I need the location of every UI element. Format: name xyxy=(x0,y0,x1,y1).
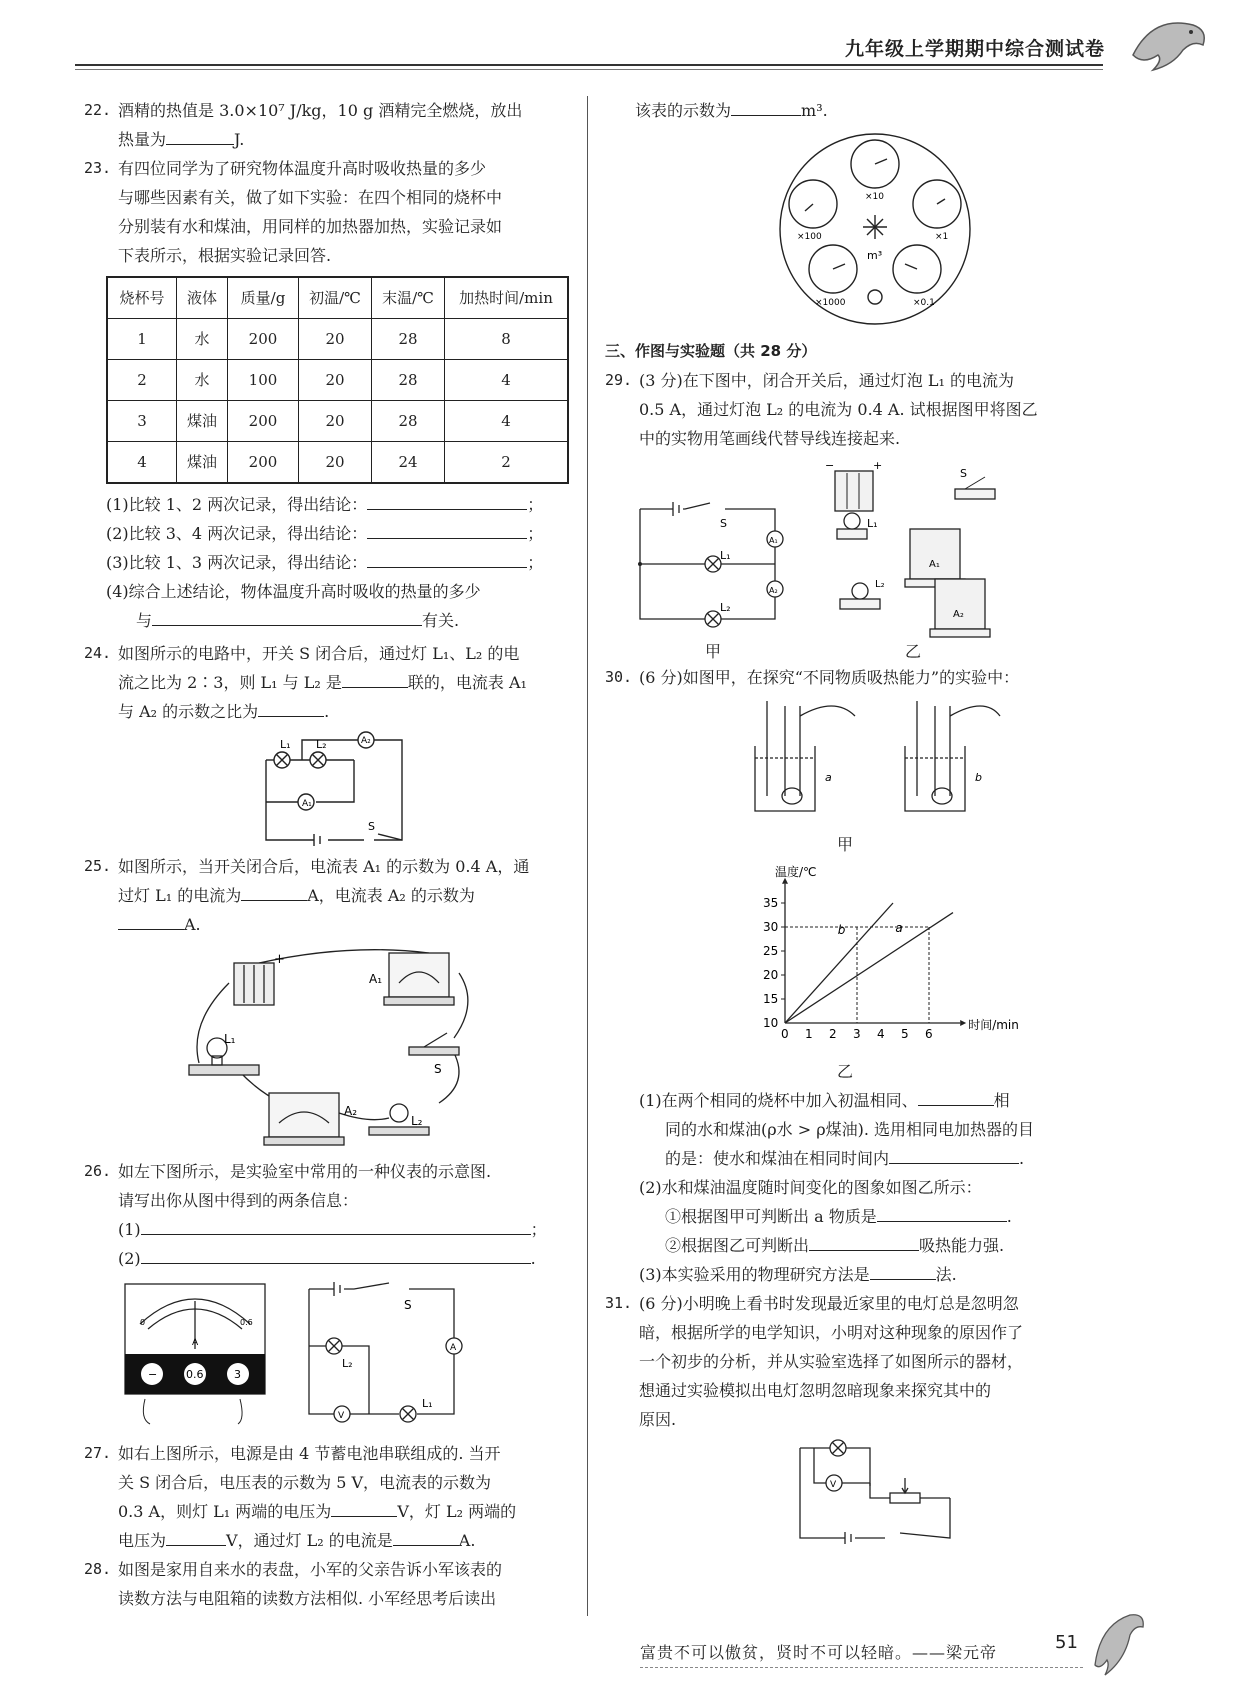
sub-question xyxy=(84,548,574,577)
table-cell: 20 xyxy=(299,442,372,484)
question-text: V，通过灯 L₂ 的电流是 xyxy=(226,1531,393,1550)
table-cell: 1 xyxy=(107,319,177,360)
sub-question xyxy=(605,1202,1145,1231)
unit-text: J. xyxy=(234,130,245,149)
question-text: (3)本实验采用的物理研究方法是 xyxy=(639,1265,870,1284)
question-24 xyxy=(84,639,574,726)
x-axis-arrow xyxy=(960,1020,966,1026)
y-tick-label: 20 xyxy=(763,968,779,982)
question-28 xyxy=(84,1555,574,1613)
table-row xyxy=(107,319,568,360)
header-rule-thin xyxy=(75,69,1103,70)
question-number: 26. xyxy=(84,1162,112,1180)
sub-question: (2)水和煤油温度随时间变化的图象如图乙所示： xyxy=(639,1178,982,1197)
question-22 xyxy=(84,96,574,154)
punctuation: ； xyxy=(527,553,544,572)
answer-blank[interactable] xyxy=(141,1216,531,1235)
sub-question xyxy=(84,519,574,548)
svg-text:3: 3 xyxy=(234,1368,241,1381)
section-heading: 三、作图与实验题（共 28 分） xyxy=(605,342,817,360)
svg-text:+: + xyxy=(274,952,285,967)
answer-blank[interactable] xyxy=(367,520,527,539)
question-number: 28. xyxy=(84,1560,112,1578)
question-text: 有关. xyxy=(422,611,460,630)
dial-label: ×10 xyxy=(865,192,884,202)
question-text: 原因. xyxy=(639,1410,677,1429)
question-number: 23. xyxy=(84,159,112,177)
answer-blank[interactable] xyxy=(367,491,527,510)
svg-text:A₂: A₂ xyxy=(361,736,371,746)
svg-text:S: S xyxy=(404,1298,412,1312)
question-30 xyxy=(605,663,1145,692)
svg-text:L₂: L₂ xyxy=(411,1114,423,1128)
ammeter-dial-figure xyxy=(120,1279,270,1429)
sub-question xyxy=(84,577,574,606)
question-number: 22. xyxy=(84,101,112,119)
question-text: 电压为 xyxy=(118,1531,167,1550)
sub-question xyxy=(84,490,574,519)
heating-apparatus-figure xyxy=(745,696,1005,826)
question-text: (1)在两个相同的烧杯中加入初温相同、 xyxy=(639,1091,918,1110)
x-tick-label: 3 xyxy=(853,1027,861,1041)
circuit-diagram-jia xyxy=(635,499,795,629)
x-tick-label: 4 xyxy=(877,1027,885,1041)
table-cell: 8 xyxy=(445,319,569,360)
svg-text:L₂: L₂ xyxy=(720,601,731,614)
svg-text:0.6: 0.6 xyxy=(186,1368,204,1381)
water-meter-figure xyxy=(775,129,975,329)
page-number: 51 xyxy=(1055,1632,1078,1653)
question-text: 吸热能力强. xyxy=(919,1236,1005,1255)
question-number: 31. xyxy=(605,1294,633,1312)
svg-text:A₁: A₁ xyxy=(369,972,383,986)
question-text: 想通过实验模拟出电灯忽明忽暗现象来探究其中的 xyxy=(639,1381,992,1400)
answer-blank[interactable] xyxy=(141,1245,531,1264)
svg-text:−: − xyxy=(148,1368,158,1381)
svg-text:S: S xyxy=(434,1062,442,1076)
table-row xyxy=(107,360,568,401)
table-cell: 24 xyxy=(372,442,445,484)
svg-text:A₂: A₂ xyxy=(953,609,964,620)
table-cell: 20 xyxy=(299,319,372,360)
question-text: 如图所示，当开关闭合后，电流表 A₁ 的示数为 0.4 A，通 xyxy=(118,857,530,876)
svg-text:A₁: A₁ xyxy=(302,799,312,809)
answer-blank[interactable] xyxy=(877,1203,1007,1222)
sub-question xyxy=(84,606,574,635)
question-text: 0.3 A，则灯 L₁ 两端的电压为 xyxy=(118,1502,332,1521)
q29-figures xyxy=(605,459,1145,659)
svg-text:L₁: L₁ xyxy=(280,738,291,751)
punctuation: . xyxy=(324,702,330,721)
question-text: 下表所示，根据实验记录回答. xyxy=(118,246,332,265)
figure-label: 甲 xyxy=(836,835,853,854)
question-31 xyxy=(605,1289,1145,1434)
answer-blank[interactable] xyxy=(258,698,324,717)
question-text: 有四位同学为了研究物体温度升高时吸收热量的多少 xyxy=(118,159,487,178)
svg-text:b: b xyxy=(975,771,982,784)
question-28-continued xyxy=(605,96,1145,125)
question-text: (6 分)如图甲，在探究“不同物质吸热能力”的实验中： xyxy=(639,668,1020,687)
dolphin-footer-icon xyxy=(1085,1605,1155,1680)
question-text: (4)综合上述结论，物体温度升高时吸收的热量的多少 xyxy=(106,582,481,601)
answer-blank[interactable] xyxy=(152,607,422,626)
svg-text:L₂: L₂ xyxy=(316,738,327,751)
table-cell: 3 xyxy=(107,401,177,442)
figure-label: 乙 xyxy=(905,642,922,661)
svg-text:V: V xyxy=(830,1480,837,1490)
svg-text:0: 0 xyxy=(140,1318,146,1327)
physical-components-yi xyxy=(825,459,1025,639)
sub-question: 同的水和煤油(ρ水 > ρ煤油). 选用相同电加热器的目 xyxy=(665,1120,1035,1139)
table-header: 液体 xyxy=(177,277,228,319)
table-cell: 100 xyxy=(228,360,299,401)
table-header-row xyxy=(107,277,568,319)
answer-blank[interactable] xyxy=(118,911,184,930)
svg-text:V: V xyxy=(338,1411,345,1421)
x-tick-label: 2 xyxy=(829,1027,837,1041)
question-text: 酒精的热值是 3.0×10⁷ J/kg，10 g 酒精完全燃烧，放出 xyxy=(118,101,523,120)
question-text: A，电流表 A₂ 的示数为 xyxy=(307,886,475,905)
svg-text:A₁: A₁ xyxy=(769,536,778,545)
table-cell: 2 xyxy=(445,442,569,484)
unit-text: A. xyxy=(184,915,201,934)
sub-question xyxy=(605,1086,1145,1115)
question-text: 过灯 L₁ 的电流为 xyxy=(118,886,242,905)
header-rule xyxy=(75,64,1103,66)
table-header: 初温/℃ xyxy=(299,277,372,319)
svg-text:+: + xyxy=(873,459,883,472)
table-cell: 28 xyxy=(372,360,445,401)
question-29 xyxy=(605,366,1145,453)
dial-label: ×100 xyxy=(797,232,822,242)
question-text: (1)比较 1、2 两次记录，得出结论： xyxy=(106,495,368,514)
svg-text:A₂: A₂ xyxy=(769,586,778,595)
answer-blank[interactable] xyxy=(166,1527,226,1546)
sub-question xyxy=(605,1144,1145,1173)
sub-question xyxy=(605,1231,1145,1260)
question-number: 25. xyxy=(84,857,112,875)
experiment-table xyxy=(106,276,569,484)
question-text: 该表的示数为 xyxy=(635,101,732,120)
dial-label: ×1000 xyxy=(815,298,846,308)
question-text: 如图所示的电路中，开关 S 闭合后，通过灯 L₁、L₂ 的电 xyxy=(118,644,520,663)
question-text: 中的实物用笔画线代替导线连接起来. xyxy=(639,429,901,448)
question-27 xyxy=(84,1439,574,1555)
answer-blank[interactable] xyxy=(809,1232,919,1251)
svg-text:−: − xyxy=(825,459,835,472)
question-text: (3)比较 1、3 两次记录，得出结论： xyxy=(106,553,368,572)
right-column xyxy=(605,96,1145,1552)
svg-text:L₂: L₂ xyxy=(342,1357,353,1370)
table-cell: 20 xyxy=(299,360,372,401)
table-cell: 200 xyxy=(228,319,299,360)
answer-blank[interactable] xyxy=(918,1087,994,1106)
temperature-time-chart xyxy=(745,863,1019,1053)
question-text: 0.5 A，通过灯泡 L₂ 的电流为 0.4 A. 试根据图甲将图乙 xyxy=(639,400,1038,419)
question-text: (1) xyxy=(118,1220,141,1239)
punctuation: ； xyxy=(527,495,544,514)
punctuation: . xyxy=(1006,1207,1012,1226)
punctuation: . xyxy=(1019,1149,1025,1168)
question-text: 一个初步的分析，并从实验室选择了如图所示的器材， xyxy=(639,1352,1024,1371)
x-axis-label: 时间/min xyxy=(968,1018,1019,1032)
table-header: 加热时间/min xyxy=(445,277,569,319)
question-26 xyxy=(84,1157,574,1273)
table-row xyxy=(107,401,568,442)
question-25 xyxy=(84,852,574,939)
svg-text:L₁: L₁ xyxy=(720,549,731,562)
svg-text:a: a xyxy=(825,771,832,784)
question-number: 24. xyxy=(84,644,112,662)
page-header xyxy=(0,0,1253,80)
table-cell: 4 xyxy=(445,401,569,442)
question-text: 热量为 xyxy=(118,130,167,149)
dial-label: ×0.1 xyxy=(913,298,935,308)
question-text: 分别装有水和煤油，用同样的加热器加热，实验记录如 xyxy=(118,217,503,236)
table-cell: 水 xyxy=(177,360,228,401)
question-number: 29. xyxy=(605,371,633,389)
x-tick-label: 1 xyxy=(805,1027,813,1041)
dial-label: ×1 xyxy=(935,232,949,242)
sub-question xyxy=(605,1260,1145,1289)
circuit-diagram-q24 xyxy=(244,730,414,848)
svg-text:L₁: L₁ xyxy=(867,517,878,530)
question-23 xyxy=(84,154,574,270)
answer-blank[interactable] xyxy=(166,126,234,145)
table-cell: 煤油 xyxy=(177,442,228,484)
question-text: 读数方法与电阻箱的读数方法相似. 小军经思考后读出 xyxy=(118,1589,497,1608)
svg-text:L₁: L₁ xyxy=(224,1032,236,1046)
answer-blank[interactable] xyxy=(731,97,801,116)
y-tick-label: 10 xyxy=(763,1016,779,1030)
question-text: 相 xyxy=(993,1091,1010,1110)
table-cell: 水 xyxy=(177,319,228,360)
question-text: 如左下图所示，是实验室中常用的一种仪表的示意图. xyxy=(118,1162,492,1181)
footer-rule xyxy=(640,1667,1083,1668)
punctuation: ； xyxy=(527,524,544,543)
x-tick-label: 5 xyxy=(901,1027,909,1041)
series-label: a xyxy=(895,920,903,935)
unit-text: A. xyxy=(458,1531,476,1550)
question-text: 法. xyxy=(935,1265,957,1284)
answer-blank[interactable] xyxy=(241,882,307,901)
question-text: (2) xyxy=(118,1249,141,1268)
svg-text:S: S xyxy=(960,467,967,480)
footer-quote: 富贵不可以傲贫，贤时不可以轻暗。——梁元帝 xyxy=(640,1643,998,1662)
question-text: 的是：使水和煤油在相同时间内 xyxy=(665,1149,890,1168)
unit-text: m³. xyxy=(801,101,828,120)
question-text: (3 分)在下图中，闭合开关后，通过灯泡 L₁ 的电流为 xyxy=(639,371,1014,390)
punctuation: ； xyxy=(530,1220,547,1239)
table-cell: 4 xyxy=(107,442,177,484)
question-number: 30. xyxy=(605,668,633,686)
unit-label: m³ xyxy=(867,249,883,262)
table-header: 烧杯号 xyxy=(107,277,177,319)
table-cell: 4 xyxy=(445,360,569,401)
header-title: 九年级上学期期中综合测试卷 xyxy=(844,38,1105,60)
question-text: 如图是家用自来水的表盘，小军的父亲告诉小军该表的 xyxy=(118,1560,503,1579)
svg-text:S: S xyxy=(720,517,727,530)
question-text: (6 分)小明晚上看书时发现最近家里的电灯总是忽明忽 xyxy=(639,1294,1019,1313)
answer-blank[interactable] xyxy=(889,1145,1019,1164)
table-cell: 200 xyxy=(228,401,299,442)
question-text: ①根据图甲可判断出 a 物质是 xyxy=(665,1207,877,1226)
svg-text:S: S xyxy=(368,820,375,833)
question-text: (2)比较 3、4 两次记录，得出结论： xyxy=(106,524,368,543)
x-tick-label: 0 xyxy=(781,1027,789,1041)
x-tick-label: 6 xyxy=(925,1027,933,1041)
table-cell: 煤油 xyxy=(177,401,228,442)
question-text: V，灯 L₂ 两端的 xyxy=(397,1502,517,1521)
answer-blank[interactable] xyxy=(342,669,408,688)
table-cell: 200 xyxy=(228,442,299,484)
left-column xyxy=(84,96,574,1613)
table-cell: 28 xyxy=(372,401,445,442)
svg-text:L₂: L₂ xyxy=(875,579,885,590)
answer-blank[interactable] xyxy=(870,1261,936,1280)
y-axis-label: 温度/℃ xyxy=(775,864,817,879)
table-cell: 20 xyxy=(299,401,372,442)
question-text: 联的，电流表 A₁ xyxy=(407,673,527,692)
physical-circuit-q25 xyxy=(179,943,479,1153)
question-text: ②根据图乙可判断出 xyxy=(665,1236,810,1255)
y-tick-label: 35 xyxy=(763,896,779,910)
question-text: 关 S 闭合后，电压表的示数为 5 V，电流表的示数为 xyxy=(118,1473,492,1492)
answer-blank[interactable] xyxy=(331,1498,397,1517)
svg-text:A: A xyxy=(192,1338,199,1348)
svg-text:A: A xyxy=(450,1343,457,1353)
svg-text:0.6: 0.6 xyxy=(240,1318,253,1327)
answer-blank[interactable] xyxy=(393,1527,459,1546)
dolphin-logo-icon xyxy=(1123,10,1213,80)
q26-figures xyxy=(84,1279,574,1439)
table-cell: 28 xyxy=(372,319,445,360)
table-cell: 2 xyxy=(107,360,177,401)
answer-blank[interactable] xyxy=(367,549,527,568)
y-tick-label: 30 xyxy=(763,920,779,934)
figure-label: 乙 xyxy=(836,1062,853,1081)
question-number: 27. xyxy=(84,1444,112,1462)
circuit-diagram-q31 xyxy=(790,1438,960,1548)
svg-text:A₁: A₁ xyxy=(929,559,940,570)
question-text: 暗，根据所学的电学知识，小明对这种现象的原因作了 xyxy=(639,1323,1024,1342)
question-text: 请写出你从图中得到的两条信息： xyxy=(118,1191,359,1210)
figure-label: 甲 xyxy=(705,642,722,661)
question-text: 与哪些因素有关，做了如下实验：在四个相同的烧杯中 xyxy=(118,188,503,207)
series-label: b xyxy=(837,923,846,938)
question-text: 如右上图所示，电源是由 4 节蓄电池串联组成的. 当开 xyxy=(118,1444,501,1463)
svg-text:A₂: A₂ xyxy=(344,1104,358,1118)
table-header: 末温/℃ xyxy=(372,277,445,319)
circuit-diagram-q27 xyxy=(294,1279,469,1429)
question-text: 与 A₂ 的示数之比为 xyxy=(118,702,259,721)
table-header: 质量/g xyxy=(228,277,299,319)
question-text: 与 xyxy=(136,611,153,630)
question-text: 流之比为 2∶3，则 L₁ 与 L₂ 是 xyxy=(118,673,342,692)
y-tick-label: 15 xyxy=(763,992,779,1006)
y-tick-label: 25 xyxy=(763,944,779,958)
table-row xyxy=(107,442,568,484)
punctuation: . xyxy=(530,1249,536,1268)
svg-text:L₁: L₁ xyxy=(422,1397,433,1410)
